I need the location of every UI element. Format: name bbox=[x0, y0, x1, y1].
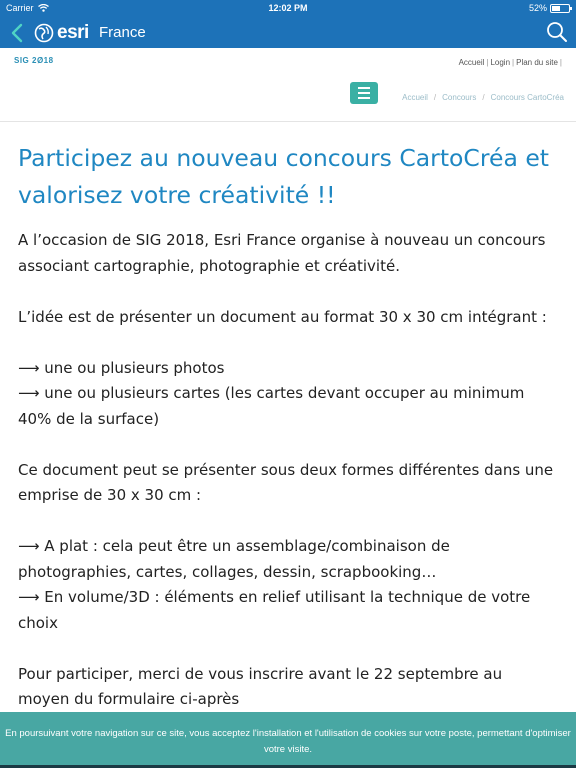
breadcrumb-item-current: Concours CartoCréa bbox=[490, 93, 564, 102]
clock: 12:02 PM bbox=[268, 3, 308, 13]
forms-list bbox=[18, 534, 558, 636]
link-accueil[interactable]: Accueil bbox=[458, 58, 485, 67]
top-links bbox=[459, 58, 564, 67]
hamburger-bar bbox=[358, 97, 370, 99]
content-list bbox=[18, 356, 558, 433]
esri-logo bbox=[34, 22, 89, 44]
list-item: ⟶ une ou plusieurs photos bbox=[18, 358, 225, 377]
cookie-banner[interactable]: En poursuivant votre navigation sur ce site, vous acceptez l'installation et l'utilisation de cookies sur votre poste, permettant d'optimiser votre visite. bbox=[0, 712, 576, 768]
carrier-label: Carrier bbox=[6, 3, 34, 13]
battery-percent: 52% bbox=[528, 3, 547, 13]
site-header bbox=[0, 48, 576, 122]
breadcrumb-item[interactable]: Accueil bbox=[402, 93, 428, 102]
search-icon[interactable] bbox=[546, 21, 568, 43]
link-separator: | bbox=[559, 58, 562, 67]
intro-paragraph: A l’occasion de SIG 2018, Esri France organise à nouveau un concours associant cartographie, photographie et créativité. bbox=[18, 231, 546, 275]
hamburger-bar bbox=[358, 92, 370, 94]
globe-icon bbox=[34, 23, 54, 43]
region-label: France bbox=[99, 24, 146, 41]
breadcrumb-item[interactable]: Concours bbox=[442, 93, 477, 102]
status-bar bbox=[0, 0, 576, 18]
breadcrumb-separator: / bbox=[482, 93, 485, 102]
logo-text: esri bbox=[57, 22, 89, 43]
sig-logo[interactable]: SIG 2Ø18 bbox=[14, 56, 54, 65]
menu-button[interactable] bbox=[350, 82, 378, 104]
hamburger-icon bbox=[358, 87, 370, 89]
link-login[interactable]: Login bbox=[490, 58, 511, 67]
list-item: ⟶ une ou plusieurs cartes (les cartes devant occuper au minimum 40% de la surface) bbox=[18, 384, 525, 428]
forms-paragraph: Ce document peut se présenter sous deux formes différentes dans une emprise de 30 x 30 cm : bbox=[18, 460, 554, 504]
article-content bbox=[18, 140, 558, 738]
page-title: Participez au nouveau concours CartoCréa et valorisez votre créativité !! bbox=[18, 144, 549, 209]
format-paragraph: L’idée est de présenter un document au format 30 x 30 cm intégrant : bbox=[18, 307, 547, 326]
link-plan-du-site[interactable]: Plan du site bbox=[516, 58, 558, 67]
breadcrumb bbox=[402, 93, 564, 102]
link-separator: | bbox=[486, 58, 489, 67]
participation-paragraph: Pour participer, merci de vous inscrire avant le 22 septembre au moyen du formulaire ci-après bbox=[18, 664, 503, 708]
app-header bbox=[0, 18, 576, 48]
list-item: ⟶ En volume/3D : éléments en relief utilisant la technique de votre choix bbox=[18, 588, 531, 632]
chevron-left-icon[interactable] bbox=[8, 22, 28, 44]
link-separator: | bbox=[512, 58, 515, 67]
battery-icon bbox=[550, 4, 570, 13]
battery-status bbox=[529, 3, 570, 13]
list-item: ⟶ A plat : cela peut être un assemblage/combinaison de photographies, cartes, collages, dessin, scrapbooking… bbox=[18, 537, 450, 581]
breadcrumb-separator: / bbox=[433, 93, 437, 102]
